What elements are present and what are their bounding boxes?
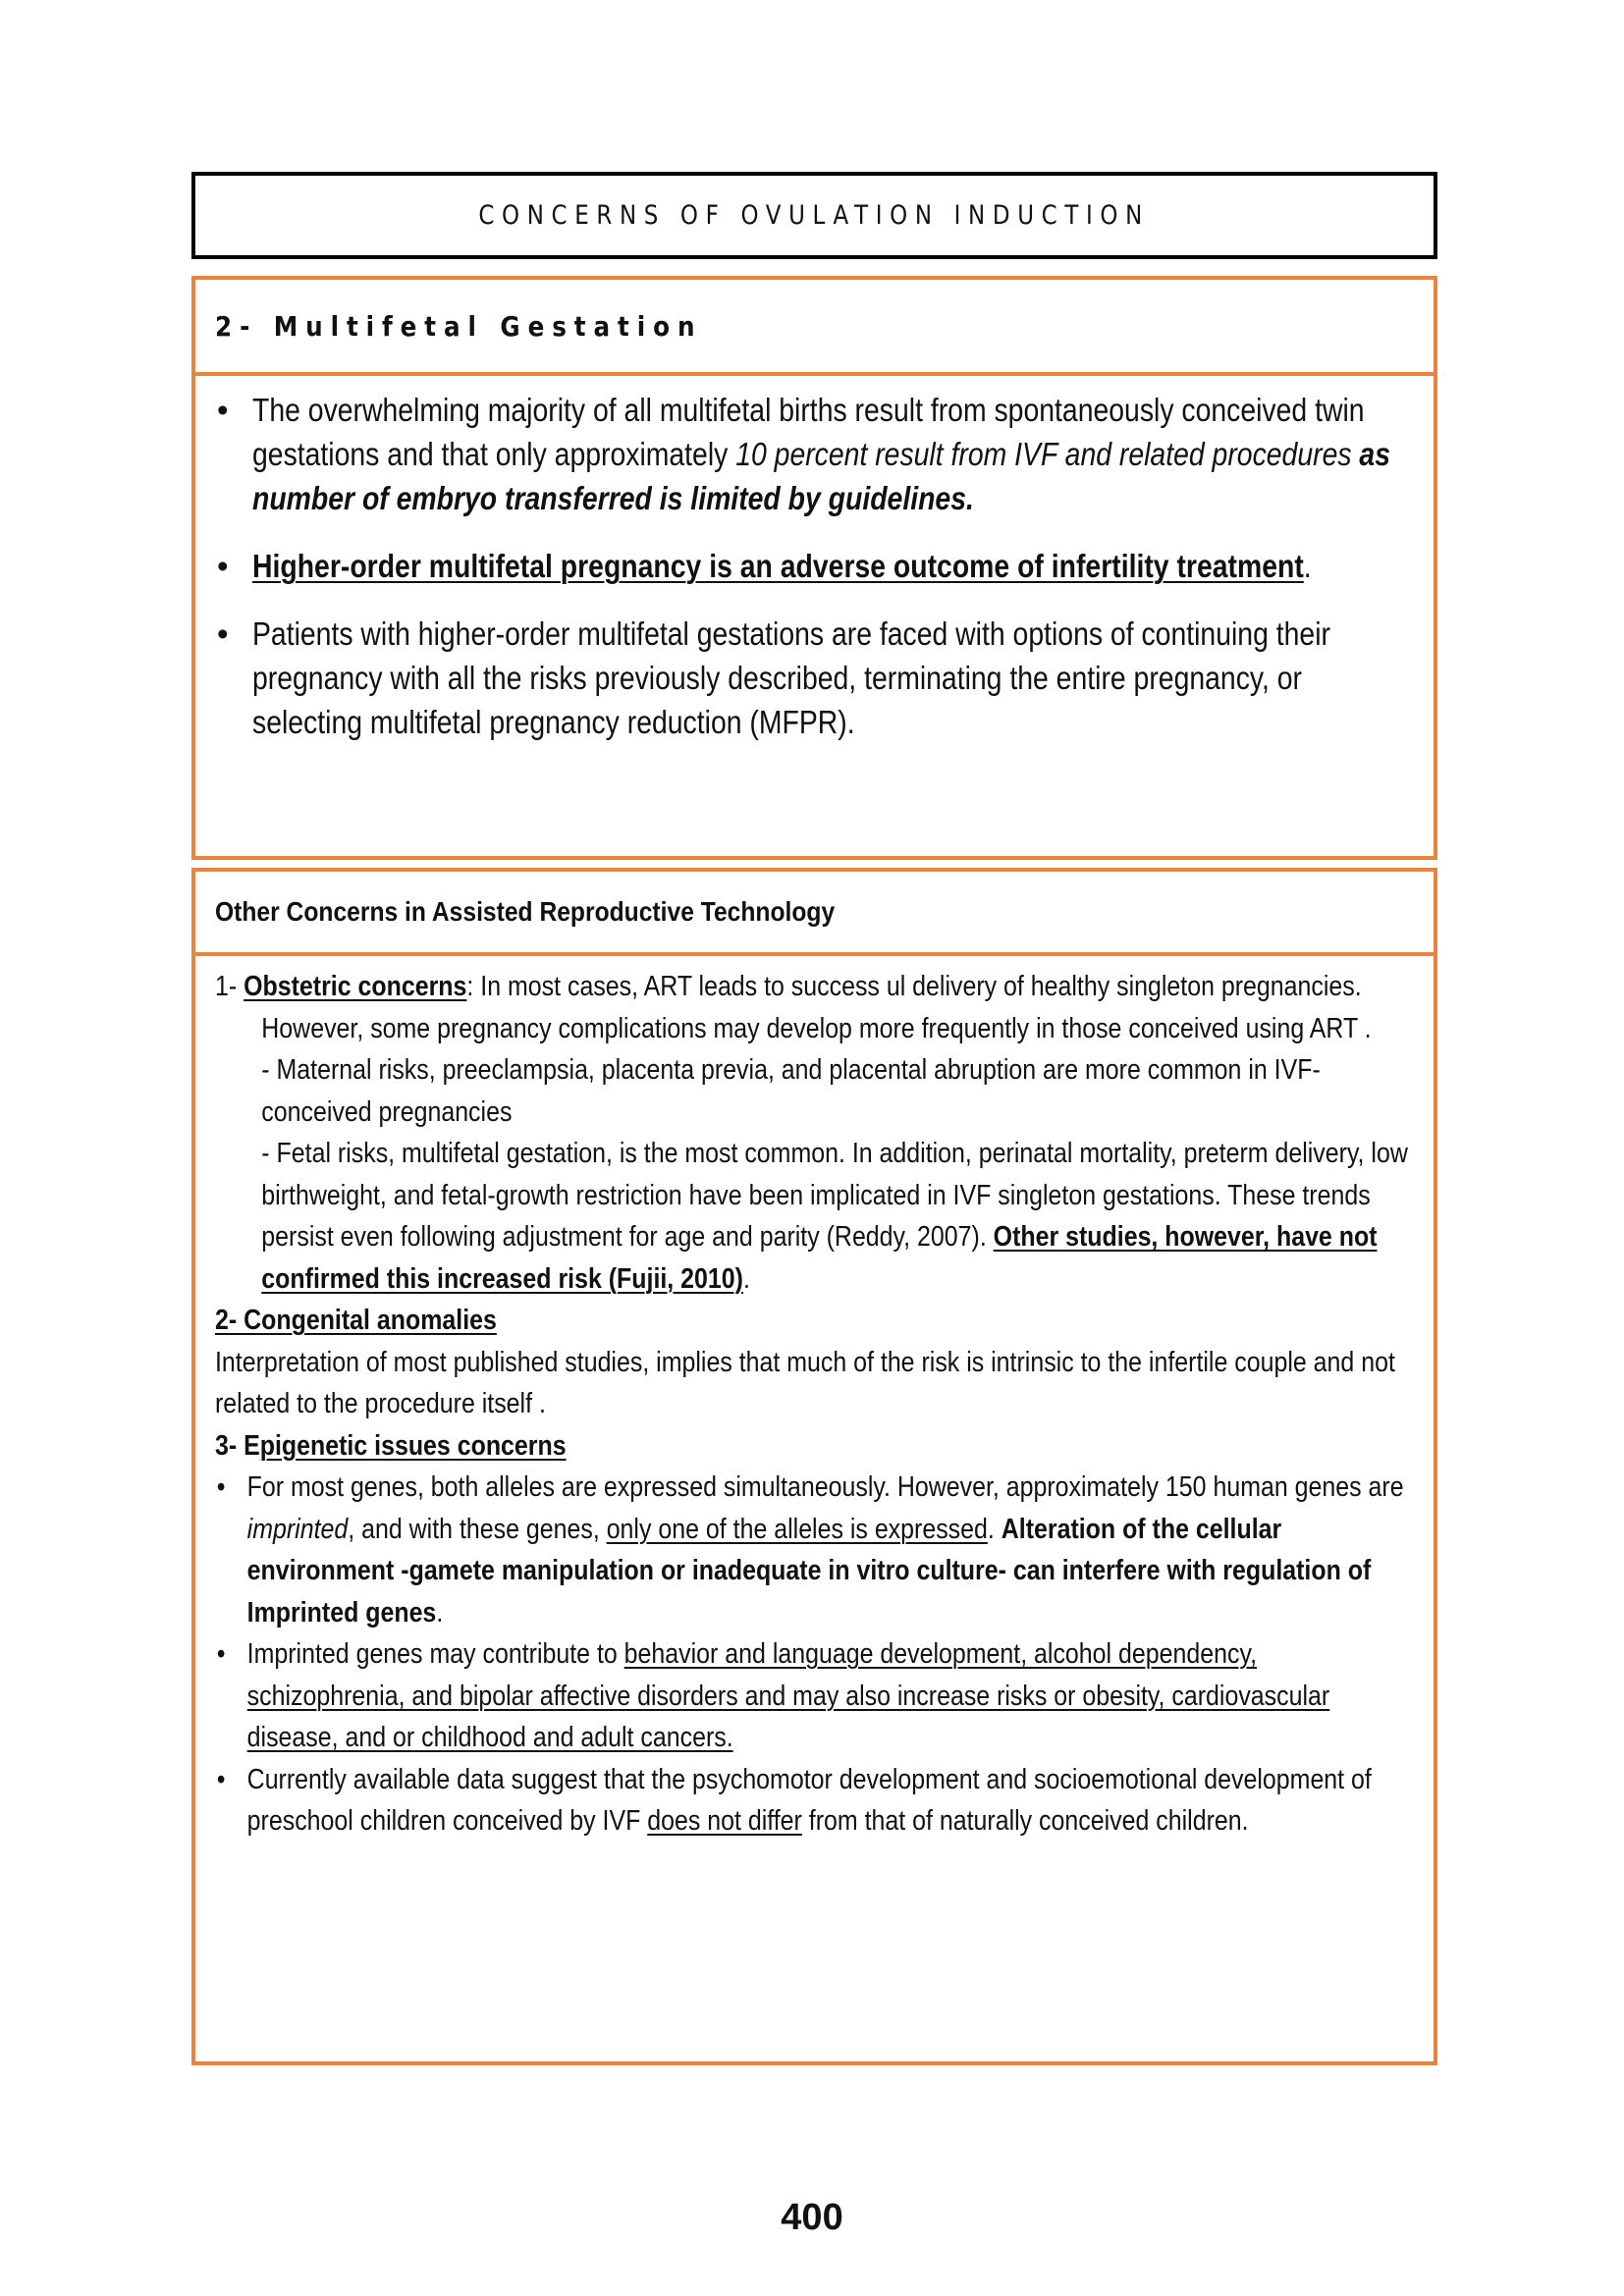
page-title-box — [191, 172, 1437, 259]
bullet-icon: • — [217, 615, 229, 652]
congenital-anomalies-paragraph: Interpretation of most published studies, implies that much of the risk is intrinsic to the infertile couple and not related to the procedure itself . — [215, 1346, 1395, 1419]
page-number: 400 — [781, 2197, 843, 2238]
list-item: • The overwhelming majority of all multifetal births result from spontaneously conceived twin gestations and that only approximately 10 percent result from IVF and related procedures as number of embryo transferred is limited by guidelines. — [215, 388, 1414, 520]
other-concerns-section — [191, 868, 1437, 2065]
section-body — [195, 956, 1434, 1842]
section-header — [195, 280, 1434, 376]
bullet-icon: • — [216, 1638, 226, 1670]
bullet-icon: • — [217, 548, 229, 584]
bullet-icon: • — [217, 392, 229, 428]
list-item: • Imprinted genes may contribute to behavior and language development, alcohol dependency, schizophrenia, and bipolar affective disorders and may also increase risks or obesity, cardiovascular disease, and or childhood and adult cancers. — [215, 1633, 1411, 1759]
page-title: CONCERNS OF OVULATION INDUCTION — [478, 200, 1151, 231]
list-item: • Patients with higher-order multifetal gestations are faced with options of continuing their pregnancy with all the risks previously described, terminating the entire pregnancy, or selecting multifetal pregnancy reduction (MFPR). — [215, 612, 1414, 744]
section-heading: 2- Multifetal Gestation — [215, 309, 703, 343]
however-paragraph: However, some pregnancy complications may develop more frequently in those conceived using ART . — [261, 1012, 1372, 1044]
list-item: • Currently available data suggest that the psychomotor development and socioemotional development of preschool children conceived by IVF does not differ from that of naturally conceived children. — [215, 1759, 1411, 1842]
multifetal-gestation-section — [191, 276, 1437, 860]
list-item: • Higher-order multifetal pregnancy is an adverse outcome of infertility treatment. — [215, 544, 1414, 588]
obstetric-concerns-paragraph: 1- Obstetric concerns: In most cases, ART leads to success ul delivery of healthy singleton pregnancies. — [215, 971, 1362, 1002]
bullet-icon: • — [216, 1763, 226, 1795]
congenital-anomalies-heading: 2- Congenital anomalies — [215, 1305, 497, 1336]
section-heading: Other Concerns in Assisted Reproductive Technology — [215, 896, 836, 927]
section-header — [195, 872, 1434, 956]
fetal-risks-paragraph: - Fetal risks, multifetal gestation, is the most common. In addition, perinatal mortality, preterm delivery, low birthweight, and fetal-growth restriction have been implicated in IVF singleton gestations. These trends persist even following adjustment for age and parity (Reddy, 2007). Other studies, however, have not confirmed this increased risk (Fujii, 2010). — [261, 1138, 1408, 1295]
section-body — [195, 376, 1434, 744]
maternal-risks-paragraph: - Maternal risks, preeclampsia, placenta previa, and placental abruption are more common in IVF-conceived pregnancies — [261, 1054, 1321, 1128]
list-item: • For most genes, both alleles are expressed simultaneously. However, approximately 150 human genes are imprinted, and with these genes, only one of the alleles is expressed. Alteration of the cellular environment -gamete manipulation or inadequate in vitro culture- can interfere with regulation of Imprinted genes. — [215, 1467, 1411, 1633]
epigenetic-heading: 3- Epigenetic issues concerns — [215, 1429, 567, 1462]
bullet-list — [215, 388, 1414, 744]
bullet-icon: • — [216, 1471, 226, 1503]
